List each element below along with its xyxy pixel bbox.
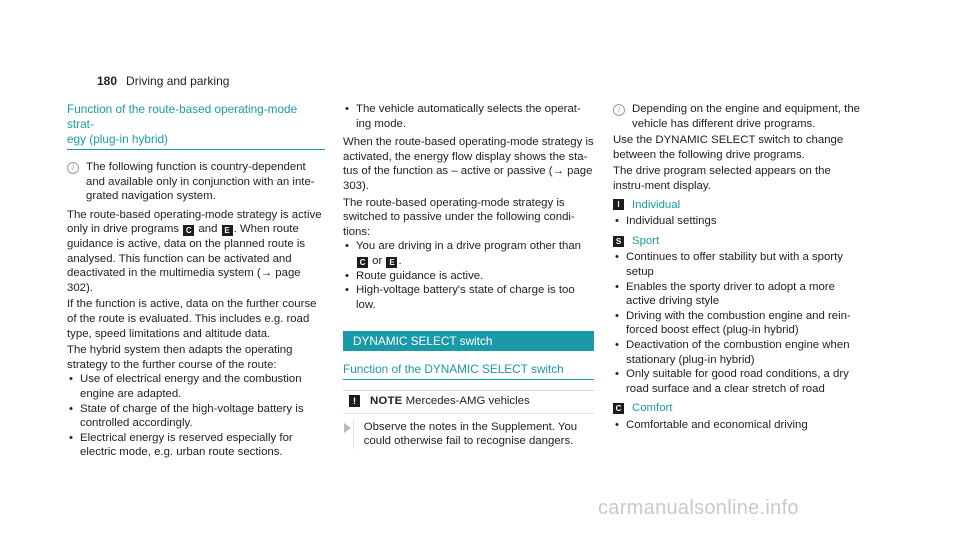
list-item: • Route guidance is active.	[343, 269, 594, 284]
paragraph-hybrid-adapts: The hybrid system then adapts the operating strategy to the further course of the route:	[67, 344, 293, 371]
comfort-key-icon: C	[183, 225, 194, 236]
column-middle	[343, 102, 594, 453]
list-item: • State of charge of the high-voltage battery is controlled accordingly.	[67, 402, 325, 431]
text-span: You are driving in a drive program other than	[356, 240, 581, 253]
eco-key-icon: E	[222, 225, 233, 236]
note-heading-text	[370, 394, 530, 409]
exclamation-icon: !	[349, 395, 360, 407]
paragraph-passive-conditions: The route-based operating-mode strategy is switched to passive under the following condi-tions:	[343, 196, 575, 238]
individual-list	[613, 214, 861, 229]
subsection-title: Function of the DYNAMIC SELECT switch	[343, 362, 594, 380]
info-icon: i	[67, 162, 79, 174]
info-icon: i	[613, 104, 625, 116]
program-name: Comfort	[632, 402, 673, 415]
list-item: • Comfortable and economical driving	[613, 418, 861, 433]
list-item: • Use of electrical energy and the combustion engine are adapted.	[67, 372, 325, 401]
country-note-text: The following function is country-dependent and available only in conjunction with an inte-grated navigation system.	[86, 161, 315, 203]
list-item: • The vehicle automatically selects the operat-ing mode.	[343, 102, 594, 131]
note-heading	[343, 391, 594, 414]
comfort-list	[613, 418, 861, 433]
paragraph-display: The drive program selected appears on the instru-ment display.	[613, 165, 831, 192]
conditions-list	[343, 239, 594, 312]
chapter-title: Driving and parking	[126, 74, 230, 88]
paragraph-strategy-active	[67, 208, 325, 296]
continued-list	[343, 102, 594, 131]
list-item: • Driving with the combustion engine and rein-forced boost effect (plug-in hybrid)	[613, 309, 861, 338]
page-header	[97, 74, 229, 89]
program-name: Sport	[632, 234, 660, 247]
list-item: • Continues to offer stability but with a sporty setup	[613, 250, 861, 279]
list-item	[343, 239, 594, 268]
section-title-line1: Function of the route-based operating-mode strat-	[67, 102, 298, 131]
paragraph-energy-flow: When the route-based operating-mode strategy is activated, the energy flow display shows the sta-tus of the function as – active or passive (→ page 303).	[343, 136, 594, 192]
text-span: and	[198, 223, 218, 236]
comfort-key-icon: C	[613, 403, 624, 414]
page-number: 180	[97, 74, 118, 88]
section-bar-dynamic-select: DYNAMIC SELECT switch	[343, 331, 594, 351]
paragraph-use-switch: Use the DYNAMIC SELECT switch to change between the following drive programs.	[613, 134, 844, 161]
sport-key-icon: S	[613, 236, 624, 247]
triangle-right-icon	[344, 423, 351, 433]
equipment-note-text: Depending on the engine and equipment, the vehicle has different drive programs.	[632, 103, 860, 130]
note-body	[343, 414, 594, 453]
list-item: • Deactivation of the combustion engine when stationary (plug-in hybrid)	[613, 338, 861, 367]
text-span: .	[398, 254, 402, 267]
text-span: The route-based operating-mode strategy is active only in drive programs	[67, 208, 322, 236]
program-comfort	[613, 401, 861, 416]
list-item: • Enables the sporty driver to adopt a more active driving style	[613, 280, 861, 309]
list-item: • Only suitable for good road conditions, a dry road surface and a clear stretch of road	[613, 367, 861, 396]
paragraph-function-active: If the function is active, data on the further course of the route is evaluated. This includes e.g. road type, speed limitations and altitude data.	[67, 298, 317, 340]
column-right	[613, 102, 861, 432]
list-item: • High-voltage battery's state of charge is too low.	[343, 283, 594, 312]
note-box	[343, 390, 594, 453]
note-text: Observe the notes in the Supplement. You could otherwise fail to recognise dangers.	[363, 420, 578, 448]
program-name: Individual	[632, 198, 681, 211]
adaptation-list	[67, 372, 325, 460]
section-title-line2: egy (plug-in hybrid)	[67, 132, 168, 146]
text-span: . When route guidance is active, data on the planned route is analysed. This function can be activated and deactivated in the multimedia system (→ page 302).	[67, 223, 306, 294]
program-sport	[613, 234, 861, 249]
sport-list	[613, 250, 861, 396]
country-note	[67, 160, 325, 204]
individual-key-icon: I	[613, 199, 624, 210]
note-heading-rest: Mercedes-AMG vehicles	[405, 394, 530, 407]
note-label: NOTE	[370, 394, 403, 407]
column-left	[67, 102, 325, 460]
watermark: carmanualsonline.info	[598, 497, 799, 519]
text-span: or	[372, 254, 383, 267]
section-heading	[67, 102, 325, 150]
program-individual	[613, 198, 861, 213]
comfort-key-icon: C	[357, 257, 368, 268]
equipment-note	[613, 102, 861, 131]
list-item: • Electrical energy is reserved especially for electric mode, e.g. urban route sections.	[67, 431, 325, 460]
list-item: • Individual settings	[613, 214, 861, 229]
note-gutter	[343, 420, 354, 449]
eco-key-icon: E	[386, 257, 397, 268]
